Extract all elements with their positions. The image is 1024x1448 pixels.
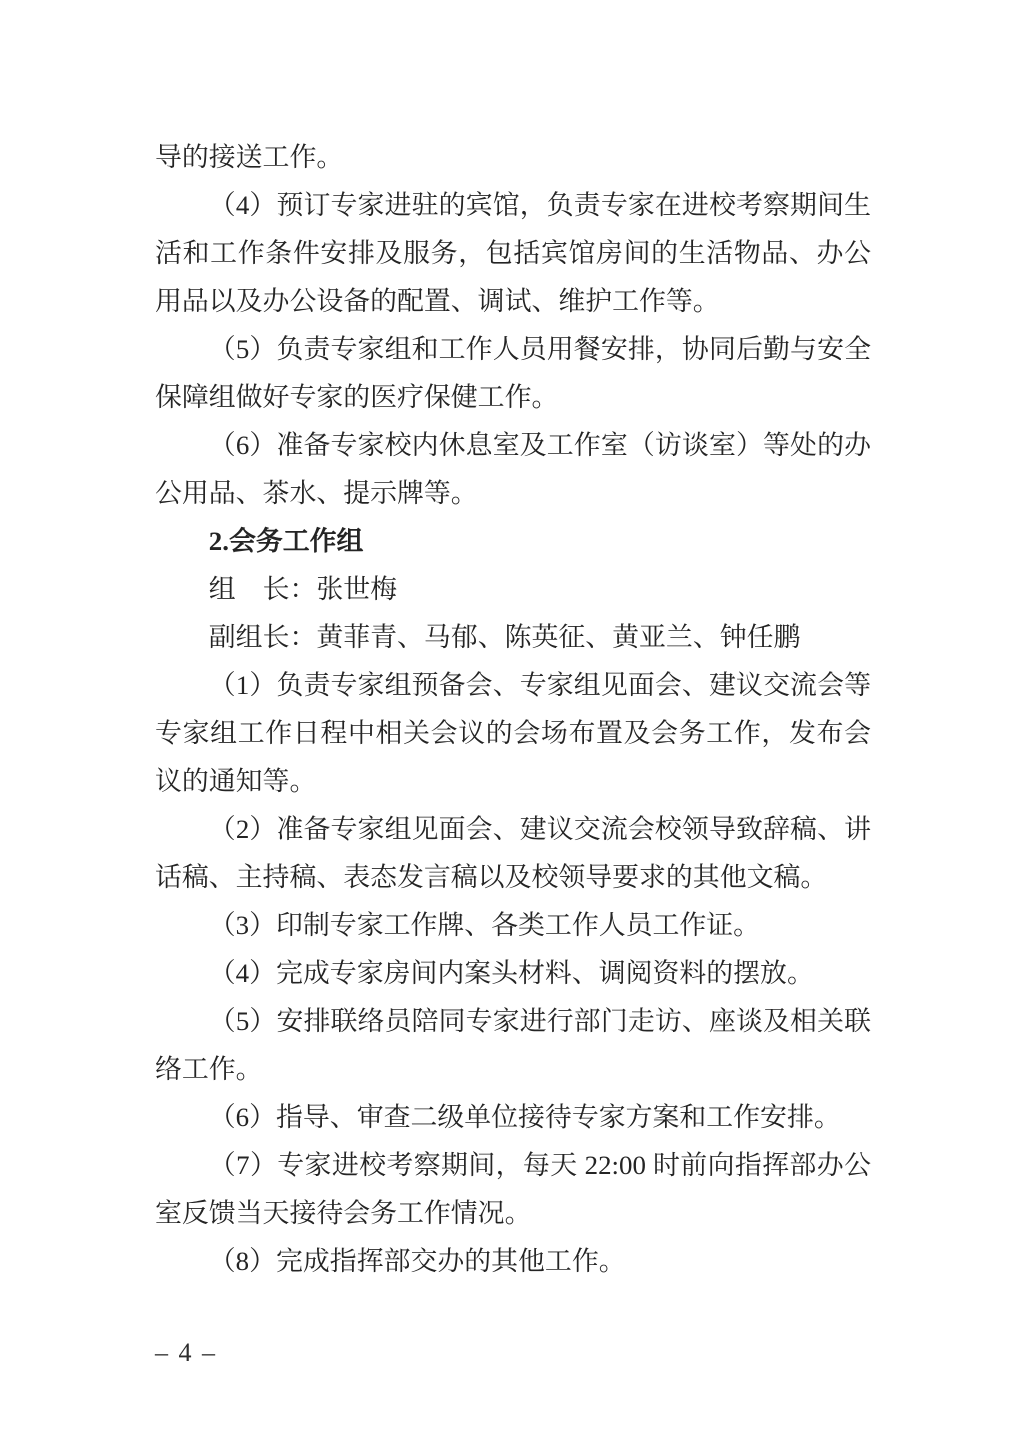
paragraph: （8）完成指挥部交办的其他工作。 [208,1246,626,1276]
paragraph: （5）安排联络员陪同专家进行部门走访、座谈及相关联络工作。 [155,1006,871,1084]
group-leader-line: 组 长：张世梅 [208,574,398,604]
paragraph: （6）指导、审查二级单位接待专家方案和工作安排。 [208,1102,841,1132]
paragraph: （4）预订专家进驻的宾馆，负责专家在进校考察期间生活和工作条件安排及服务，包括宾馆房间的生活物品、办公用品以及办公设备的配置、调试、维护工作等。 [155,190,871,316]
paragraph: （5）负责专家组和工作人员用餐安排，协同后勤与安全保障组做好专家的医疗保健工作。 [155,334,871,412]
section-heading: 2.会务工作组 [208,526,364,556]
paragraph: （3）印制专家工作牌、各类工作人员工作证。 [208,910,761,940]
paragraph: （7）专家进校考察期间，每天 22:00 时前向指挥部办公室反馈当天接待会务工作情况。 [155,1150,871,1228]
page-footer [155,1338,217,1368]
paragraph: 导的接送工作。 [155,142,344,172]
page-number: – 4 – [155,1338,217,1367]
paragraph: （2）准备专家组见面会、建议交流会校领导致辞稿、讲话稿、主持稿、表态发言稿以及校领导要求的其他文稿。 [155,814,871,892]
document-body [155,133,871,1285]
deputy-leaders-line: 副组长：黄菲青、马郁、陈英征、黄亚兰、钟任鹏 [208,622,801,652]
paragraph: （4）完成专家房间内案头材料、调阅资料的摆放。 [208,958,814,988]
paragraph: （6）准备专家校内休息室及工作室（访谈室）等处的办公用品、茶水、提示牌等。 [155,430,871,508]
paragraph: （1）负责专家组预备会、专家组见面会、建议交流会等专家组工作日程中相关会议的会场布置及会务工作，发布会议的通知等。 [155,670,871,796]
